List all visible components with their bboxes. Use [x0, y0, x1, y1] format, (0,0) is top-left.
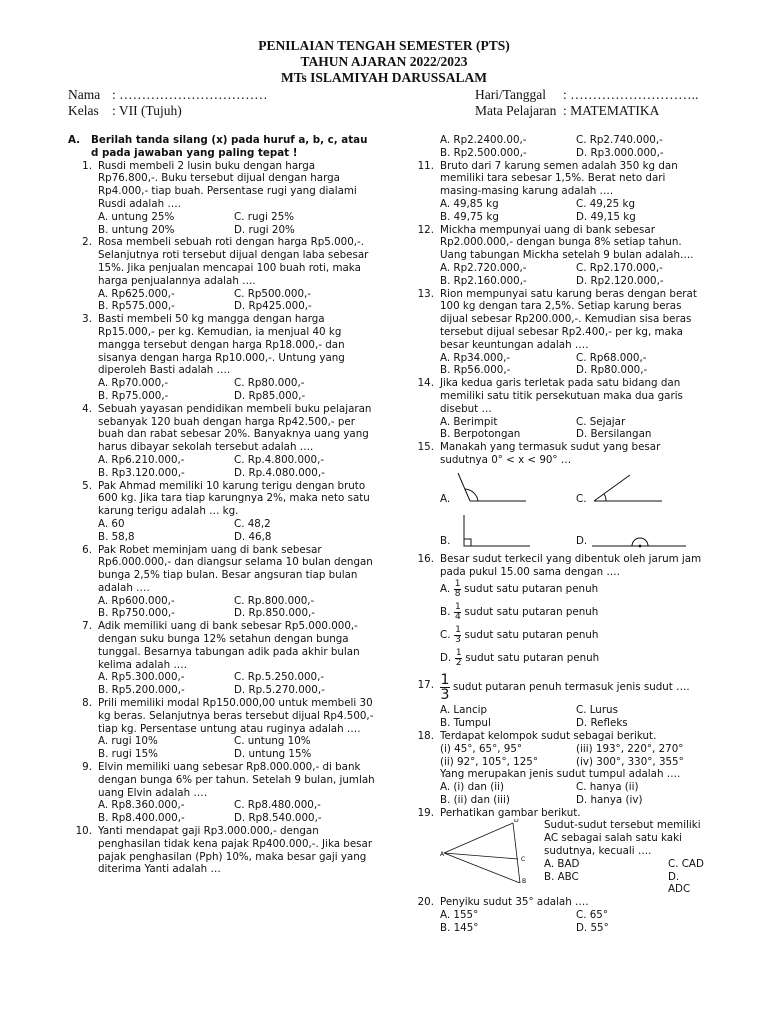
- option-a[interactable]: A. Rp2.2400.00,-: [440, 134, 527, 146]
- question-13: [404, 288, 704, 378]
- fraction-numerator: 1: [455, 625, 461, 636]
- question-8: [68, 697, 378, 761]
- option-a[interactable]: A. Rp34.000,-: [440, 351, 511, 364]
- question-text: Pak Robet meminjam uang di bank sebesar Rp6.000.000,- dan diangsur selama 10 bulan dengan bunga 2,5% tiap bulan. Besar angsuran tiap bulan adalah ….: [98, 543, 373, 594]
- question-number: 5.: [82, 479, 92, 492]
- option-d[interactable]: D. Rp.850.000,-: [234, 607, 316, 620]
- option-d[interactable]: D. Rp80.000,-: [576, 364, 648, 377]
- question-11: [404, 160, 704, 224]
- option-a[interactable]: A. Rp70.000,-: [98, 377, 169, 390]
- option-d[interactable]: [576, 515, 704, 553]
- option-c[interactable]: C. CAD: [668, 857, 704, 870]
- triangle-figure: [440, 819, 544, 883]
- option-d[interactable]: D. 46,8: [234, 530, 272, 543]
- option-c[interactable]: C. Rp.4.800.000,-: [234, 453, 325, 466]
- option-b[interactable]: B. ABC: [544, 870, 579, 883]
- triangle-diagram: [440, 819, 544, 883]
- option-c[interactable]: C. 49,25 kg: [576, 197, 635, 210]
- option-a[interactable]: A. 60: [98, 517, 125, 530]
- section-instruction: [68, 134, 378, 160]
- question-17: [404, 670, 704, 730]
- question-number: 8.: [82, 697, 92, 710]
- question-4: [68, 403, 378, 480]
- option-b[interactable]: [440, 601, 704, 624]
- option-a[interactable]: A. 49,85 kg: [440, 197, 499, 210]
- label-d: D: [514, 819, 519, 825]
- question-text: Penyiku sudut 35° adalah ….: [440, 896, 589, 909]
- question-subtext: Yang merupakan jenis sudut tumpul adalah ….: [440, 768, 681, 781]
- option-letter: C.: [576, 492, 587, 505]
- option-d[interactable]: D. hanya (iv): [576, 793, 643, 806]
- option-a[interactable]: A. (i) dan (ii): [440, 781, 504, 794]
- option-c[interactable]: C. Rp68.000,-: [576, 351, 647, 364]
- nama-label: Nama: [68, 87, 101, 102]
- option-b[interactable]: B. rugi 15%: [98, 748, 158, 761]
- angle-group-ii: (ii) 92°, 105°, 125°: [440, 755, 538, 768]
- question-number: 11.: [417, 159, 434, 172]
- option-d[interactable]: [440, 647, 704, 670]
- question-text: Perhatikan gambar berikut.: [440, 806, 581, 819]
- kelas-label: Kelas: [68, 103, 99, 118]
- option-c[interactable]: C. Rp500.000,-: [234, 287, 311, 300]
- option-b[interactable]: B. untung 20%: [98, 223, 175, 236]
- question-text: Basti membeli 50 kg mangga dengan harga Rp15.000,- per kg. Kemudian, ia menjual 40 kg mangga tersebut dengan harga Rp18.000,- dan sisanya dengan harga Rp10.000,-. Untung yang diperoleh Basti adalah ….: [98, 313, 345, 377]
- fraction: [454, 580, 461, 599]
- option-b[interactable]: [440, 515, 576, 553]
- option-a[interactable]: A. Lancip: [440, 704, 488, 717]
- option-c[interactable]: C. Rp80.000,-: [234, 377, 305, 390]
- acute-angle-diagram: [456, 467, 556, 515]
- straight-angle-diagram: [590, 515, 690, 553]
- option-c[interactable]: C. Rp2.170.000,-: [576, 261, 663, 274]
- mapel-label: Mata Pelajaran: [475, 103, 557, 118]
- question-text: Prili memiliki modal Rp150.000,00 untuk membeli 30 kg beras. Selanjutnya beras tersebut dijual Rp4.500,- tiap kg. Persentase untung atau ruginya adalah ….: [98, 697, 374, 735]
- question-text: Mickha mempunyai uang di bank sebesar Rp2.000.000,- dengan bunga 8% setiap tahun. Uang tabungan Mickha setelah 9 bulan adalah….: [440, 223, 694, 262]
- question-number: 9.: [82, 761, 92, 774]
- option-c[interactable]: C. Rp.800.000,-: [234, 594, 315, 607]
- question-19: [404, 807, 704, 897]
- option-b[interactable]: B. Rp56.000,-: [440, 364, 511, 377]
- instruction-text: Berilah tanda silang (x) pada huruf a, b, c, atau d pada jawaban yang paling tepat !: [91, 134, 368, 159]
- option-b[interactable]: B. 145°: [440, 921, 479, 934]
- school-name: MTs ISLAMIYAH DARUSSALAM: [280, 70, 488, 85]
- question-number: 10.: [75, 825, 92, 838]
- left-column: [68, 134, 378, 876]
- option-c[interactable]: C. rugi 25%: [234, 210, 295, 223]
- question-number: 7.: [82, 620, 92, 633]
- option-a[interactable]: A. rugi 10%: [98, 735, 158, 748]
- option-letter: B.: [440, 534, 451, 547]
- option-letter: D.: [440, 652, 452, 665]
- option-b[interactable]: B. 58,8: [98, 530, 135, 543]
- school-year: TAHUN AJARAN 2022/2023: [300, 54, 468, 69]
- angle-group-i: (i) 45°, 65°, 95°: [440, 742, 523, 755]
- option-letter: C.: [440, 629, 451, 642]
- hari-field: : ………………………..: [563, 87, 699, 102]
- option-b[interactable]: B. 49,75 kg: [440, 210, 499, 223]
- question-6: [68, 544, 378, 621]
- exam-title: PENILAIAN TENGAH SEMESTER (PTS): [258, 38, 510, 53]
- option-d[interactable]: D. Rp85.000,-: [234, 389, 306, 402]
- right-column: [404, 134, 704, 935]
- option-b[interactable]: B. Rp3.120.000,-: [98, 466, 185, 479]
- option-b[interactable]: B. (ii) dan (iii): [440, 793, 510, 806]
- option-letter: B.: [440, 606, 451, 619]
- question-1: [68, 160, 378, 237]
- question-text: Pak Ahmad memiliki 10 karung terigu dengan bruto 600 kg. Jika tara tiap karungnya 2%, maka neto satu karung terigu adalah … kg.: [98, 479, 370, 518]
- fraction-denominator: 4: [454, 612, 461, 623]
- option-c[interactable]: C. Lurus: [576, 704, 618, 717]
- option-b[interactable]: B. Berpotongan: [440, 428, 521, 441]
- question-16: [404, 553, 704, 671]
- option-a[interactable]: A. Rp8.360.000,-: [98, 799, 185, 812]
- question-text: Rion mempunyai satu karung beras dengan berat 100 kg dengan tara 2,5%. Setiap karung beras dijual sebesar Rp200.000,-. Kemudian sisa beras tersebut dijual sebesar Rp2.400,- per kg, maka besar keuntungan adalah ….: [440, 287, 697, 351]
- question-text: Yanti mendapat gaji Rp3.000.000,- dengan penghasilan tidak kena pajak Rp400.000,-. Jika besar pajak penghasilan (Pph) 10%, maka besar gaji yang diterima Yanti adalah …: [98, 825, 373, 876]
- question-number: 2.: [82, 236, 92, 249]
- question-2: [68, 236, 378, 313]
- option-d[interactable]: D. 49,15 kg: [576, 210, 636, 223]
- question-number: 15.: [417, 441, 434, 454]
- angle-group-iii: (iii) 193°, 220°, 270°: [576, 742, 684, 755]
- question-number: 3.: [82, 313, 92, 326]
- fraction-denominator: 2: [455, 658, 462, 669]
- option-d[interactable]: D. Refleks: [576, 717, 628, 730]
- kelas-value: : VII (Tujuh): [112, 103, 182, 118]
- fraction: [454, 603, 461, 622]
- option-a[interactable]: A. Rp5.300.000,-: [98, 671, 185, 684]
- fraction: [454, 626, 461, 645]
- question-number: 13.: [417, 287, 434, 300]
- option-a[interactable]: A. untung 25%: [98, 210, 175, 223]
- option-d[interactable]: D. Rp2.120.000,-: [576, 274, 664, 287]
- option-a[interactable]: [440, 467, 576, 515]
- fraction: [440, 673, 450, 702]
- option-letter: D.: [576, 534, 588, 547]
- fraction-denominator: 8: [454, 589, 461, 600]
- option-text: sudut satu putaran penuh: [464, 629, 599, 642]
- section-letter: A.: [68, 134, 81, 146]
- question-number: 1.: [82, 159, 92, 172]
- question-10: [68, 825, 378, 876]
- option-a[interactable]: A. Rp6.210.000,-: [98, 453, 185, 466]
- option-d[interactable]: D. Rp425.000,-: [234, 300, 312, 313]
- option-c[interactable]: C. untung 10%: [234, 735, 311, 748]
- option-b[interactable]: B. Rp75.000,-: [98, 389, 169, 402]
- option-d[interactable]: D. rugi 20%: [234, 223, 295, 236]
- question-20: [404, 896, 704, 934]
- option-c[interactable]: C. 65°: [576, 909, 608, 922]
- question-5: [68, 480, 378, 544]
- nama-field: : ……………………………: [112, 87, 268, 102]
- option-text: sudut satu putaran penuh: [465, 652, 600, 665]
- question-number: 18.: [417, 729, 434, 742]
- fraction-denominator: 3: [440, 686, 450, 703]
- option-a[interactable]: A. 155°: [440, 909, 479, 922]
- option-d[interactable]: D. Rp.4.080.000,-: [234, 466, 325, 479]
- question-9: [68, 761, 378, 825]
- mapel-value: : MATEMATIKA: [563, 103, 660, 118]
- question-text: Jika kedua garis terletak pada satu bidang dan memiliki satu titik persekutuan maka dua garis disebut …: [440, 377, 683, 415]
- option-c[interactable]: C. Rp.5.250.000,-: [234, 671, 325, 684]
- question-number: 16.: [417, 552, 434, 565]
- question-text: Sebuah yayasan pendidikan membeli buku pelajaran sebanyak 120 buah dengan harga Rp42.500,- per buah dan rabat sebesar 20%. Banyaknya uang yang harus dibayar sekolah tersebut adalah ….: [98, 402, 372, 454]
- option-c[interactable]: C. hanya (ii): [576, 781, 639, 794]
- question-text: sudut putaran penuh termasuk jenis sudut ….: [453, 680, 690, 693]
- option-a[interactable]: A. BAD: [544, 857, 580, 870]
- label-a: A: [440, 851, 445, 859]
- option-letter: A.: [440, 583, 451, 596]
- question-text: Bruto dari 7 karung semen adalah 350 kg dan memiliki tara sebesar 1,5%. Berat neto dari masing-masing karung adalah ….: [440, 159, 678, 198]
- question-number: 14.: [417, 377, 434, 390]
- acute-angle-diagram: [590, 467, 690, 515]
- hari-label: Hari/Tanggal: [475, 87, 547, 102]
- option-d[interactable]: D. Rp3.000.000,-: [576, 146, 664, 159]
- question-number: 20.: [417, 896, 434, 909]
- question-text: Elvin memiliki uang sebesar Rp8.000.000,- di bank dengan bunga 6% per tahun. Setelah 9 bulan, jumlah uang Elvin adalah ….: [98, 761, 375, 799]
- question-10-options: [404, 134, 704, 160]
- question-text: Terdapat kelompok sudut sebagai berikut.: [440, 729, 657, 742]
- question-description: Sudut-sudut tersebut memiliki AC sebagai salah satu kaki sudutnya, kecuali ….: [544, 819, 701, 858]
- option-d[interactable]: D. ADC: [668, 870, 691, 896]
- fraction-numerator: 1: [455, 648, 462, 659]
- question-14: [404, 377, 704, 441]
- right-angle-diagram: [456, 515, 556, 553]
- question-number: 12.: [417, 223, 434, 236]
- question-text-row: [440, 670, 704, 704]
- option-b[interactable]: B. Rp575.000,-: [98, 300, 175, 313]
- option-d[interactable]: D. Bersilangan: [576, 428, 652, 441]
- question-18: [404, 730, 704, 807]
- option-d[interactable]: D. 55°: [576, 921, 609, 934]
- option-a[interactable]: A. Rp600.000,-: [98, 594, 175, 607]
- option-b[interactable]: B. Rp2.160.000,-: [440, 274, 527, 287]
- option-b[interactable]: B. Rp2.500.000,-: [440, 146, 527, 159]
- question-number: 6.: [82, 543, 92, 556]
- angle-group-iv: (iv) 300°, 330°, 355°: [576, 755, 684, 768]
- option-text: sudut satu putaran penuh: [464, 606, 599, 619]
- question-text: Rosa membeli sebuah roti dengan harga Rp5.000,-. Selanjutnya roti tersebut dijual dengan laba sebesar 15%. Jika penjualan mencapai 100 buah roti, maka harga penjualannya adalah ….: [98, 236, 369, 287]
- option-a[interactable]: [440, 578, 704, 601]
- option-d[interactable]: D. untung 15%: [234, 748, 312, 761]
- question-3: [68, 313, 378, 403]
- fraction-numerator: 1: [454, 579, 461, 590]
- question-text: Rusdi membeli 2 lusin buku dengan harga Rp76.800,-. Buku tersebut dijual dengan harga Rp4.000,- tiap buah. Persentase rugi yang dialami Rusdi adalah ….: [98, 159, 357, 210]
- question-number: 17.: [417, 679, 434, 692]
- option-d[interactable]: D. Rp8.540.000,-: [234, 812, 322, 825]
- question-text: Besar sudut terkecil yang dibentuk oleh jarum jam pada pukul 15.00 sama dengan ….: [440, 552, 702, 578]
- question-text: Manakah yang termasuk sudut yang besar sudutnya 0° < x < 90° …: [440, 441, 661, 466]
- option-c[interactable]: [576, 467, 704, 515]
- option-c[interactable]: [440, 624, 704, 647]
- question-7: [68, 620, 378, 697]
- option-c[interactable]: C. 48,2: [234, 517, 271, 530]
- option-letter: A.: [440, 492, 451, 505]
- option-c[interactable]: C. Sejajar: [576, 415, 626, 428]
- question-text: Adik memiliki uang di bank sebesar Rp5.000.000,- dengan suku bunga 12% setahun dengan bunga tunggal. Besarnya tabungan adik pada akhir bulan kelima adalah ….: [98, 620, 360, 671]
- fraction-numerator: 1: [440, 671, 450, 688]
- question-number: 4.: [82, 402, 92, 415]
- question-15: [404, 441, 704, 553]
- option-b[interactable]: B. Tumpul: [440, 717, 491, 730]
- option-text: sudut satu putaran penuh: [464, 583, 599, 596]
- option-a[interactable]: A. Rp2.720.000,-: [440, 261, 527, 274]
- option-a[interactable]: A. Rp625.000,-: [98, 287, 175, 300]
- question-number: 19.: [417, 806, 434, 819]
- option-d[interactable]: D. Rp.5.270.000,-: [234, 684, 325, 697]
- option-c[interactable]: C. Rp8.480.000,-: [234, 799, 321, 812]
- option-c[interactable]: C. Rp2.740.000,-: [576, 134, 663, 146]
- fraction: [455, 649, 462, 668]
- option-b[interactable]: B. Rp5.200.000,-: [98, 684, 185, 697]
- label-b: B: [522, 878, 527, 884]
- option-b[interactable]: B. Rp8.400.000,-: [98, 812, 185, 825]
- option-a[interactable]: A. Berimpit: [440, 415, 498, 428]
- fraction-numerator: 1: [454, 602, 461, 613]
- fraction-denominator: 3: [455, 635, 461, 646]
- question-12: [404, 224, 704, 288]
- label-c: C: [521, 856, 526, 864]
- option-b[interactable]: B. Rp750.000,-: [98, 607, 175, 620]
